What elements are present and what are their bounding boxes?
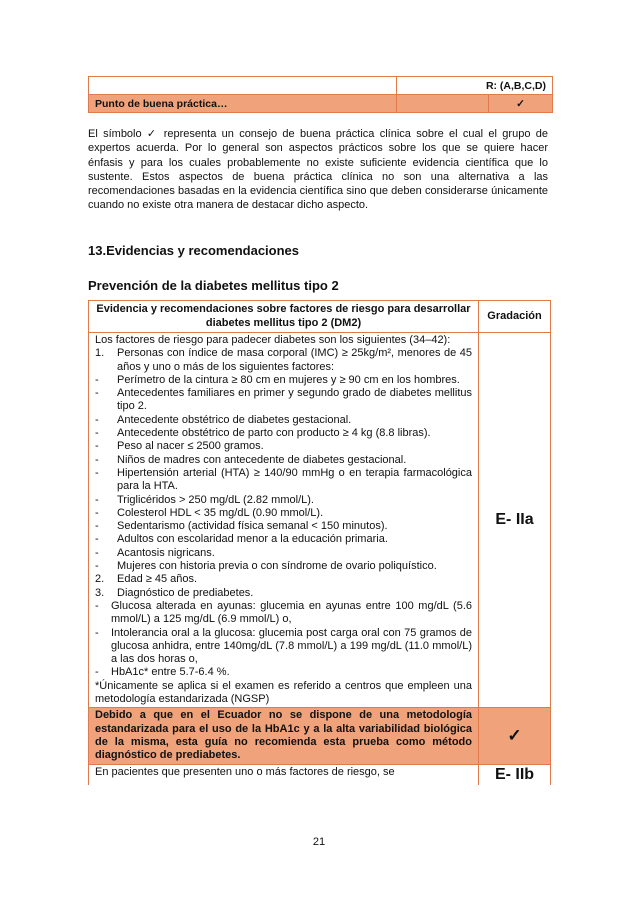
good-practice-table <box>88 76 553 113</box>
prediabetes-item: - Intolerancia oral a la glucosa: glucemia post carga oral con 75 gramos de glucosa anhidra, entre 140mg/dL (7.8 mmol/L) a 199 mg/dL (11.0 mmol/L) a las dos horas o, <box>95 626 472 666</box>
prediabetes-item: - HbA1c* entre 5.7-6.4 %. <box>95 666 230 679</box>
check-icon: ✓ <box>489 95 553 113</box>
list-item: 3. Diagnóstico de prediabetes. <box>95 586 254 599</box>
prediabetes-item: - Glucosa alterada en ayunas: glucemia en ayunas entre 100 mg/dL (5.6 mmol/L) a 125 mg/dL (6.9 mmol/L) o, <box>95 599 472 626</box>
grade-badge: E- IIb <box>479 764 551 785</box>
footnote: *Únicamente se aplica si el examen es referido a centros que empleen una metodología estandarizada (NGSP) <box>95 679 472 706</box>
risk-factor-item: - Antecedente obstétrico de parto con producto ≥ 4 kg (8.8 libras). <box>95 427 431 440</box>
last-row-text: En pacientes que presenten uno o más factores de riesgo, se <box>89 764 479 785</box>
risk-factor-item: - Mujeres con historia previa o con síndrome de ovario poliquístico. <box>95 560 437 573</box>
risk-factor-item: - Antecedentes familiares en primer y segundo grado de diabetes mellitus tipo 2. <box>95 387 472 413</box>
risk-factor-item: - Adultos con escolaridad menor a la educación primaria. <box>95 533 388 546</box>
risk-factors-cell <box>89 333 479 708</box>
risk-factor-item: - Triglicéridos > 250 mg/dL (2.82 mmol/L). <box>95 493 314 506</box>
check-icon: ✓ <box>479 708 551 764</box>
risk-factor-sublist <box>95 374 472 573</box>
good-practice-label: Punto de buena práctica… <box>89 95 397 113</box>
sub-heading: Prevención de la diabetes mellitus tipo 2 <box>88 278 339 293</box>
risk-factor-item: - Acantosis nigricans. <box>95 546 215 559</box>
risk-factor-item: - Niños de madres con antecedente de diabetes gestacional. <box>95 453 407 466</box>
recommendation-grade-legend: R: (A,B,C,D) <box>397 77 553 95</box>
risk-factor-item: - Antecedente obstétrico de diabetes gestacional. <box>95 413 352 426</box>
prediabetes-sublist <box>95 600 472 680</box>
grade-header: Gradación <box>479 301 551 333</box>
page-number: 21 <box>312 836 326 848</box>
intro-paragraph: El símbolo ✓ representa un consejo de buena práctica clínica sobre el cual el grupo de expertos acuerda. Por lo general son aspectos prácticos sobre los que se quiere hacer énfasis y para los cuales probablemente no existe suficiente evidencia científica que lo sustente. Estos aspectos de buena práctica clínica no son una alternativa a las recomendaciones basadas en la evidencia científica sino que deben considerarse únicamente cuando no existe otra manera de destacar dicho aspecto. <box>88 128 548 212</box>
risk-factor-item: - Peso al nacer ≤ 2500 gramos. <box>95 440 264 453</box>
grade-badge: E- IIa <box>479 333 551 708</box>
risk-factor-item: - Colesterol HDL < 35 mg/dL (0.90 mmol/L). <box>95 506 324 519</box>
risk-factor-item: - Sedentarismo (actividad física semanal < 150 minutos). <box>95 520 388 533</box>
recommendation-text: Debido a que en el Ecuador no se dispone de una metodología estandarizada para el uso de la HbA1c y a la alta variabilidad biológica de la misma, esta guía no recomienda esta prueba como método diagnóstico de prediabetes. <box>89 708 479 764</box>
evidence-table <box>88 300 551 785</box>
list-item: 2. Edad ≥ 45 años. <box>95 573 198 586</box>
section-heading: 13.Evidencias y recomendaciones <box>88 243 299 258</box>
evidence-header: Evidencia y recomendaciones sobre factores de riesgo para desarrollar diabetes mellitus tipo 2 (DM2) <box>89 301 479 333</box>
list-item: 1. Personas con índice de masa corporal (IMC) ≥ 25kg/m², menores de 45 años y uno o más de los siguientes factores: <box>95 347 472 373</box>
risk-factors-intro: Los factores de riesgo para padecer diabetes son los siguientes (34–42): <box>95 334 451 346</box>
risk-factor-item: - Hipertensión arterial (HTA) ≥ 140/90 mmHg o en terapia farmacológica para la HTA. <box>95 466 472 493</box>
risk-factor-item: - Perímetro de la cintura ≥ 80 cm en mujeres y ≥ 90 cm en los hombres. <box>95 373 460 386</box>
